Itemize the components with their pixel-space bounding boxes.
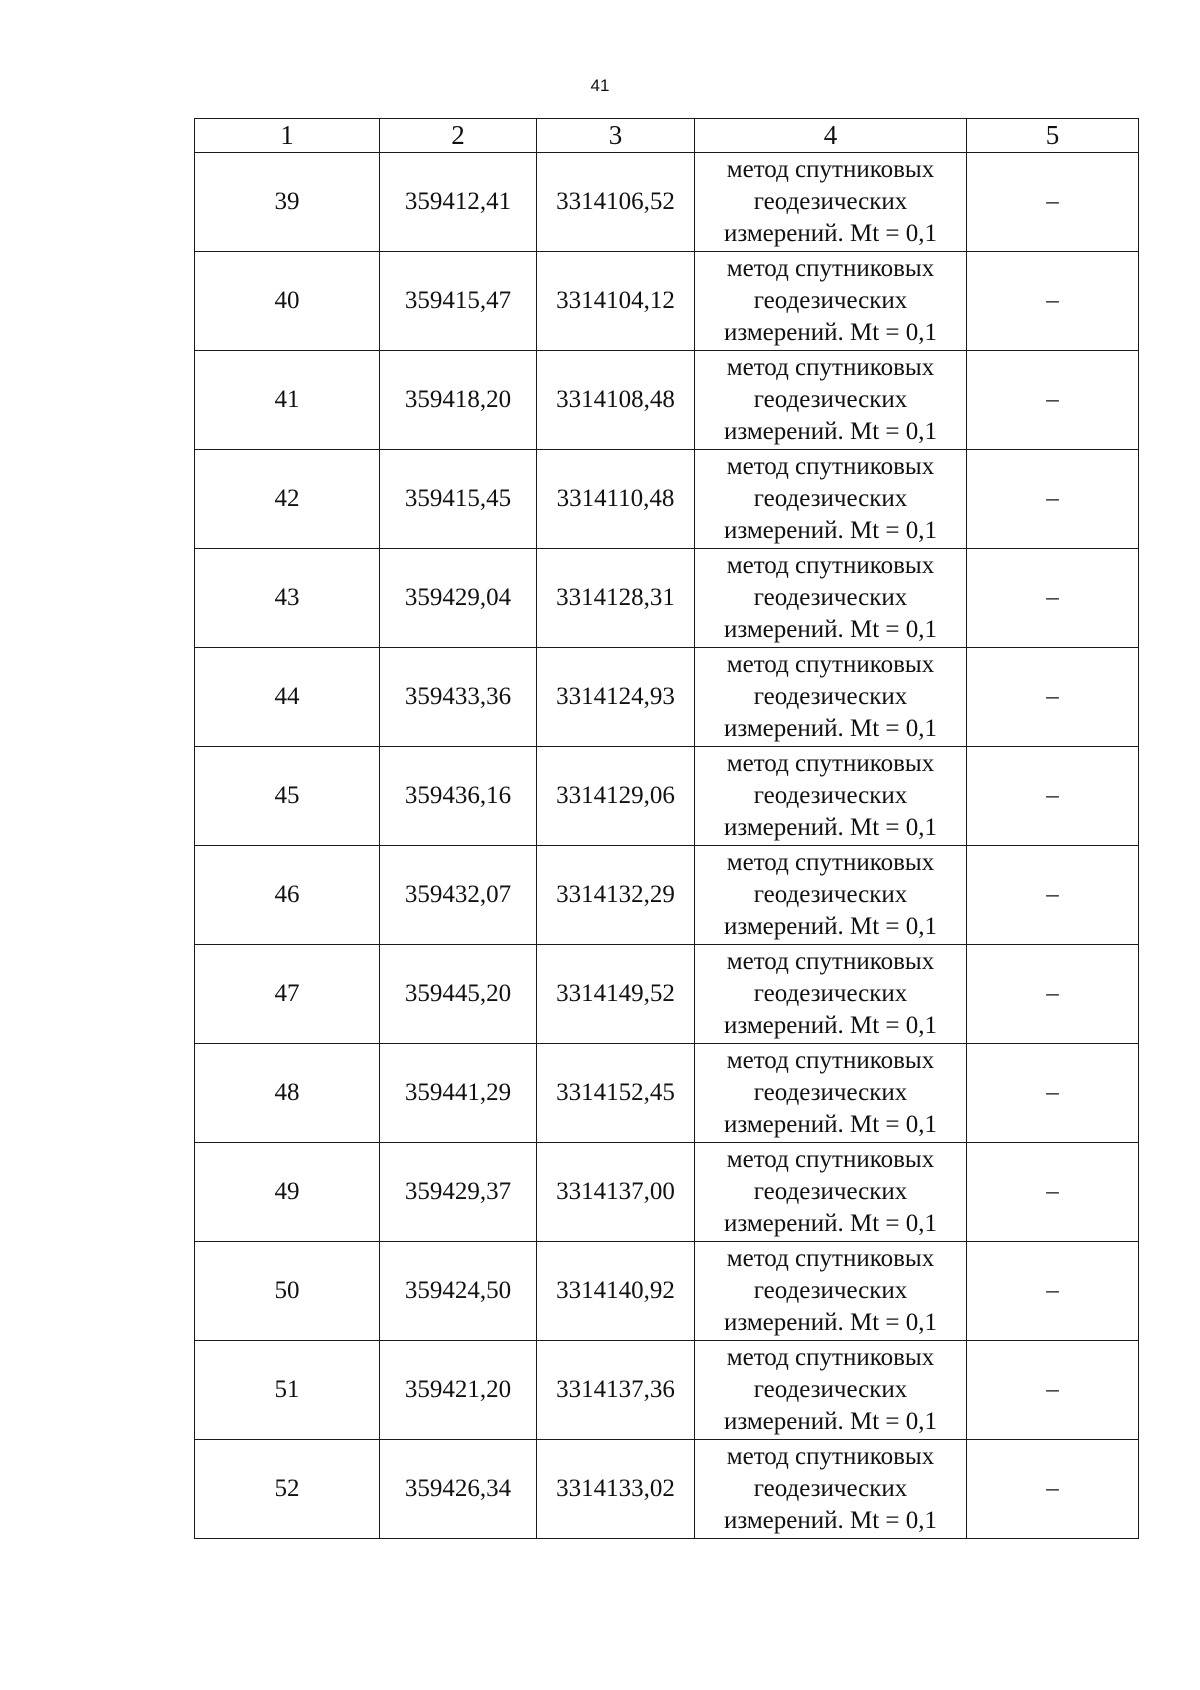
y-coordinate-cell: 3314152,45: [537, 1044, 695, 1143]
header-col-2: 2: [380, 119, 537, 153]
method-line: измерений. Mt = 0,1: [723, 1012, 938, 1039]
note-cell: –: [967, 846, 1139, 945]
method-line: геодезических: [753, 782, 908, 809]
y-coordinate-cell: 3314129,06: [537, 747, 695, 846]
point-number-cell: 47: [195, 945, 380, 1044]
method-line: геодезических: [753, 584, 908, 611]
note-cell: –: [967, 351, 1139, 450]
y-coordinate-cell: 3314140,92: [537, 1242, 695, 1341]
method-line: геодезических: [753, 980, 908, 1007]
method-line: геодезических: [753, 881, 908, 908]
method-line: измерений. Mt = 0,1: [723, 1507, 938, 1534]
table-row: [195, 1044, 1139, 1143]
x-coordinate-cell: 359415,47: [380, 252, 537, 351]
x-coordinate-cell: 359421,20: [380, 1341, 537, 1440]
method-line: геодезических: [753, 287, 908, 314]
header-col-3: 3: [537, 119, 695, 153]
method-cell: [695, 450, 967, 549]
y-coordinate-cell: 3314124,93: [537, 648, 695, 747]
method-line: измерений. Mt = 0,1: [723, 220, 938, 247]
method-line: метод спутниковых: [726, 849, 935, 876]
point-number-cell: 50: [195, 1242, 380, 1341]
note-cell: –: [967, 1440, 1139, 1539]
method-line: геодезических: [753, 1178, 908, 1205]
y-coordinate-cell: 3314128,31: [537, 549, 695, 648]
x-coordinate-cell: 359441,29: [380, 1044, 537, 1143]
method-cell: [695, 351, 967, 450]
table-row: [195, 945, 1139, 1044]
note-cell: –: [967, 747, 1139, 846]
y-coordinate-cell: 3314110,48: [537, 450, 695, 549]
note-cell: –: [967, 252, 1139, 351]
table-row: [195, 549, 1139, 648]
table-row: [195, 450, 1139, 549]
method-line: метод спутниковых: [726, 1344, 935, 1371]
x-coordinate-cell: 359436,16: [380, 747, 537, 846]
method-line: метод спутниковых: [726, 453, 935, 480]
method-line: геодезических: [753, 386, 908, 413]
method-line: измерений. Mt = 0,1: [723, 1210, 938, 1237]
table-row: [195, 1341, 1139, 1440]
point-number-cell: 44: [195, 648, 380, 747]
y-coordinate-cell: 3314137,00: [537, 1143, 695, 1242]
method-cell: [695, 846, 967, 945]
method-line: геодезических: [753, 1277, 908, 1304]
x-coordinate-cell: 359445,20: [380, 945, 537, 1044]
x-coordinate-cell: 359415,45: [380, 450, 537, 549]
table-row: [195, 351, 1139, 450]
method-line: измерений. Mt = 0,1: [723, 1309, 938, 1336]
note-cell: –: [967, 1143, 1139, 1242]
y-coordinate-cell: 3314132,29: [537, 846, 695, 945]
method-line: измерений. Mt = 0,1: [723, 616, 938, 643]
method-line: геодезических: [753, 1475, 908, 1502]
method-cell: [695, 1341, 967, 1440]
x-coordinate-cell: 359412,41: [380, 153, 537, 252]
method-line: измерений. Mt = 0,1: [723, 913, 938, 940]
method-cell: [695, 648, 967, 747]
point-number-cell: 46: [195, 846, 380, 945]
header-col-5: 5: [967, 119, 1139, 153]
method-cell: [695, 1143, 967, 1242]
note-cell: –: [967, 153, 1139, 252]
table-row: [195, 747, 1139, 846]
point-number-cell: 43: [195, 549, 380, 648]
coordinates-table: [194, 118, 1139, 1539]
method-line: измерений. Mt = 0,1: [723, 319, 938, 346]
note-cell: –: [967, 1044, 1139, 1143]
table-row: [195, 1440, 1139, 1539]
method-line: геодезических: [753, 1376, 908, 1403]
method-line: измерений. Mt = 0,1: [723, 418, 938, 445]
table-row: [195, 153, 1139, 252]
method-line: геодезических: [753, 683, 908, 710]
method-line: метод спутниковых: [726, 156, 935, 183]
note-cell: –: [967, 648, 1139, 747]
point-number-cell: 39: [195, 153, 380, 252]
point-number-cell: 40: [195, 252, 380, 351]
y-coordinate-cell: 3314133,02: [537, 1440, 695, 1539]
method-line: измерений. Mt = 0,1: [723, 1111, 938, 1138]
method-line: измерений. Mt = 0,1: [723, 517, 938, 544]
x-coordinate-cell: 359429,04: [380, 549, 537, 648]
method-cell: [695, 747, 967, 846]
method-line: геодезических: [753, 188, 908, 215]
x-coordinate-cell: 359424,50: [380, 1242, 537, 1341]
method-line: метод спутниковых: [726, 255, 935, 282]
point-number-cell: 41: [195, 351, 380, 450]
note-cell: –: [967, 1242, 1139, 1341]
method-line: метод спутниковых: [726, 354, 935, 381]
method-line: метод спутниковых: [726, 1047, 935, 1074]
y-coordinate-cell: 3314106,52: [537, 153, 695, 252]
x-coordinate-cell: 359432,07: [380, 846, 537, 945]
table-row: [195, 846, 1139, 945]
method-line: измерений. Mt = 0,1: [723, 814, 938, 841]
method-line: метод спутниковых: [726, 1245, 935, 1272]
method-cell: [695, 153, 967, 252]
y-coordinate-cell: 3314108,48: [537, 351, 695, 450]
note-cell: –: [967, 1341, 1139, 1440]
method-line: геодезических: [753, 1079, 908, 1106]
method-cell: [695, 1242, 967, 1341]
point-number-cell: 48: [195, 1044, 380, 1143]
note-cell: –: [967, 945, 1139, 1044]
point-number-cell: 52: [195, 1440, 380, 1539]
point-number-cell: 51: [195, 1341, 380, 1440]
point-number-cell: 42: [195, 450, 380, 549]
header-col-4: 4: [695, 119, 967, 153]
point-number-cell: 49: [195, 1143, 380, 1242]
method-cell: [695, 1440, 967, 1539]
header-col-1: 1: [195, 119, 380, 153]
method-line: метод спутниковых: [726, 552, 935, 579]
table-row: [195, 252, 1139, 351]
page-number: 41: [590, 76, 610, 95]
method-line: измерений. Mt = 0,1: [723, 715, 938, 742]
method-cell: [695, 252, 967, 351]
method-cell: [695, 549, 967, 648]
note-cell: –: [967, 549, 1139, 648]
method-line: метод спутниковых: [726, 948, 935, 975]
method-line: геодезических: [753, 485, 908, 512]
x-coordinate-cell: 359433,36: [380, 648, 537, 747]
y-coordinate-cell: 3314137,36: [537, 1341, 695, 1440]
x-coordinate-cell: 359429,37: [380, 1143, 537, 1242]
method-line: метод спутниковых: [726, 750, 935, 777]
method-cell: [695, 945, 967, 1044]
method-line: метод спутниковых: [726, 1443, 935, 1470]
table-row: [195, 1242, 1139, 1341]
table-header-row: [195, 119, 1139, 153]
table-row: [195, 648, 1139, 747]
method-line: метод спутниковых: [726, 651, 935, 678]
x-coordinate-cell: 359418,20: [380, 351, 537, 450]
x-coordinate-cell: 359426,34: [380, 1440, 537, 1539]
table-row: [195, 1143, 1139, 1242]
note-cell: –: [967, 450, 1139, 549]
method-cell: [695, 1044, 967, 1143]
point-number-cell: 45: [195, 747, 380, 846]
y-coordinate-cell: 3314104,12: [537, 252, 695, 351]
method-line: измерений. Mt = 0,1: [723, 1408, 938, 1435]
y-coordinate-cell: 3314149,52: [537, 945, 695, 1044]
method-line: метод спутниковых: [726, 1146, 935, 1173]
